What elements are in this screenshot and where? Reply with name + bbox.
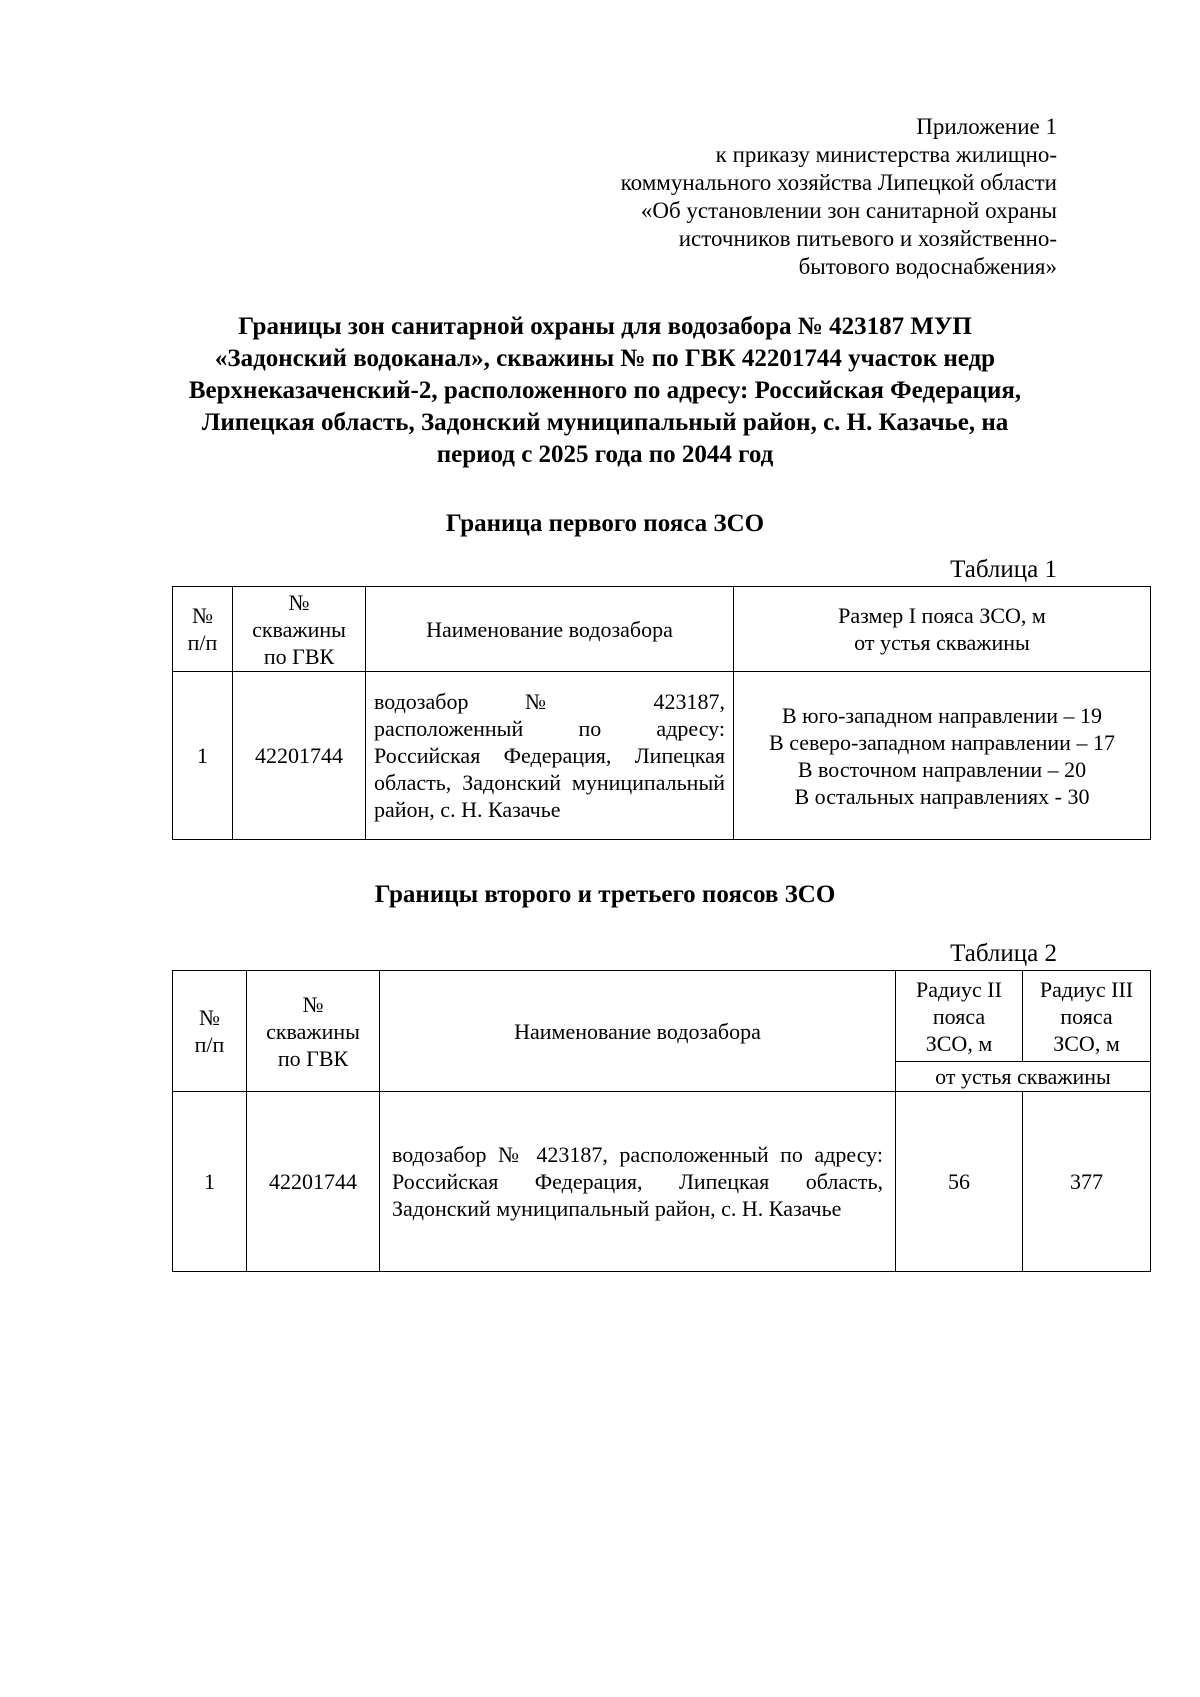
title-line: Верхнеказаченский-2, расположенного по адресу: Российская Федерация, [188,377,1022,404]
header-text: Размер I пояса ЗСО, м [838,603,1046,628]
table2-cell-radius3: 377 [1023,1092,1151,1272]
header-text: от устья скважины [854,630,1030,655]
title-line: Границы зон санитарной охраны для водозабора № 423187 МУП [238,313,972,340]
header-text: ЗСО, м [1053,1030,1120,1056]
header-text: Радиус II [916,976,1002,1002]
table1-cell-num: 1 [173,672,233,840]
table-row [173,672,1151,840]
header-text: № [199,1005,220,1030]
header-text: № [302,991,324,1017]
table2-cell-well: 42201744 [247,1092,380,1272]
size-line: В северо-западном направлении – 17 [769,729,1115,755]
table2-header-well [247,971,380,1092]
table1-cell-well: 42201744 [233,672,366,840]
section2-heading: Границы второго и третьего поясов ЗСО [374,881,836,908]
header-text: № [288,589,310,615]
table2 [172,970,1151,1272]
table2-cell-radius2: 56 [896,1092,1023,1272]
table1-header-size [734,587,1151,672]
table1-header-name: Наименование водозабора [366,587,734,672]
table2-header-from: от устья скважины [896,1062,1151,1092]
table1-header-num [173,587,233,672]
table2-header-radius2 [896,971,1023,1062]
document-title [160,311,1050,471]
annex-block [537,113,1057,281]
table-row [173,1092,1151,1272]
header-text: пояса [1060,1003,1113,1029]
table2-header-num [173,971,247,1092]
table2-cell-name: водозабор № 423187, расположенный по адресу: Российская Федерация, Липецкая область, Задонский муниципальный район, с. Н. Казачье [380,1092,896,1272]
table2-header-row [173,971,1151,1062]
table1-cell-name: водозабор № 423187, расположенный по адресу: Российская Федерация, Липецкая область, Задонский муниципальный район, с. Н. Казачье [366,672,734,840]
header-text: по ГВК [263,643,335,669]
section1-heading: Граница первого пояса ЗСО [445,510,765,537]
table2-header-radius3 [1023,971,1151,1062]
header-text: № [192,603,213,628]
size-line: В юго-западном направлении – 19 [781,702,1103,728]
title-line: Липецкая область, Задонский муниципальный район, с. Н. Казачье, на [201,409,1009,436]
header-text: пояса [932,1003,986,1029]
size-line: В остальных направлениях - 30 [794,783,1090,809]
table1-header-row [173,587,1151,672]
annex-line: «Об установлении зон санитарной охраны [640,198,1057,223]
annex-line: Приложение 1 [916,114,1057,139]
header-text: Радиус III [1039,976,1134,1002]
table1-cell-sizes [734,672,1151,840]
table2-cell-num: 1 [173,1092,247,1272]
annex-line: к приказу министерства жилищно- [715,142,1057,167]
annex-line: бытового водоснабжения» [798,254,1057,279]
table1-header-well [233,587,366,672]
table1-caption: Таблица 1 [950,556,1057,583]
header-text: скважины [252,616,346,642]
title-line: период с 2025 года по 2044 год [436,441,774,468]
table1 [172,586,1151,840]
annex-line: источников питьевого и хозяйственно- [678,226,1057,251]
header-text: скважины [266,1018,360,1044]
title-line: «Задонский водоканал», скважины № по ГВК 42201744 участок недр [214,345,996,372]
annex-line: коммунального хозяйства Липецкой области [620,170,1057,195]
table2-header-name: Наименование водозабора [380,971,896,1092]
size-line: В восточном направлении – 20 [797,756,1087,782]
header-text: ЗСО, м [925,1030,993,1056]
header-text: п/п [187,630,218,655]
header-text: п/п [194,1032,225,1057]
header-text: по ГВК [277,1045,349,1071]
table2-caption: Таблица 2 [950,940,1057,967]
